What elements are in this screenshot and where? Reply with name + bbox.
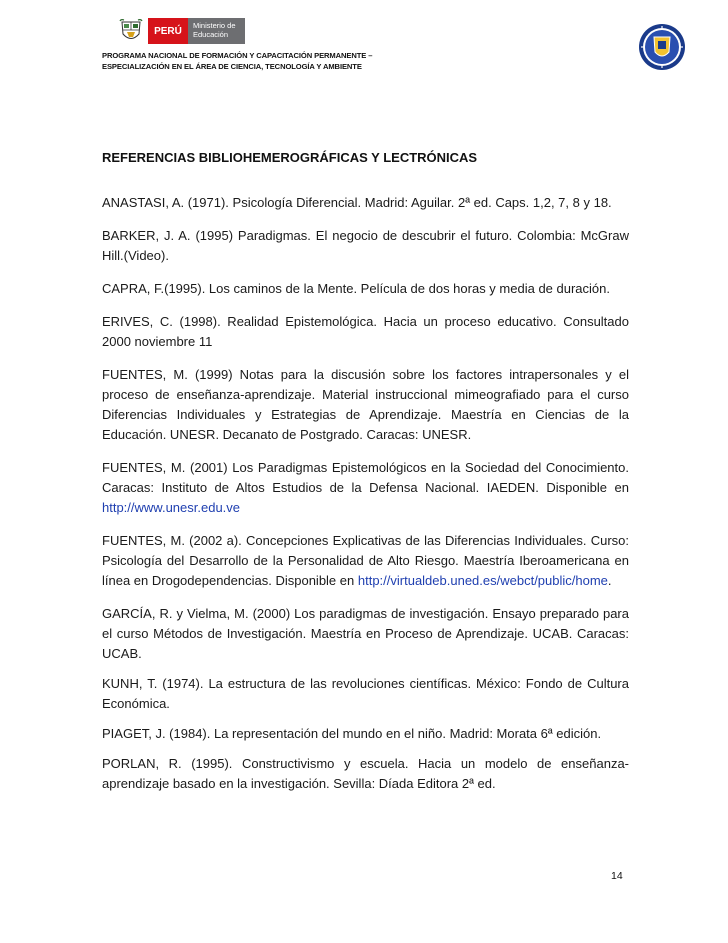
reference-item: [102, 365, 629, 445]
ministry-label-line1: Ministerio de: [193, 21, 236, 30]
reference-text: PORLAN, R. (1995). Constructivismo y escuela. Hacia un modelo de enseñanza-aprendizaje basado en la investigación. Sevilla: Díada Editora 2ª ed.: [102, 756, 629, 791]
reference-text: KUNH, T. (1974). La estructura de las revoluciones científicas. México: Fondo de Cultura Económica.: [102, 676, 629, 711]
ministry-label-line2: Educación: [193, 30, 229, 39]
reference-text: ERIVES, C. (1998). Realidad Epistemológica. Hacia un proceso educativo. Consultado 2000 noviembre 11: [102, 314, 629, 349]
reference-text: CAPRA, F.(1995). Los caminos de la Mente. Película de dos horas y media de duración.: [102, 281, 610, 296]
reference-text: PIAGET, J. (1984). La representación del mundo en el niño. Madrid: Morata 6ª edición.: [102, 726, 602, 741]
reference-text: FUENTES, M. (1999) Notas para la discusión sobre los factores intrapersonales y el proceso de enseñanza-aprendizaje. Material instruccional mimeografiado para el curso Diferencias Individuales y Estrategias de Aprendizaje. Maestría en Ciencias de la Educación. UNESR. Decanato de Postgrado. Caracas: UNESR.: [102, 367, 629, 442]
reference-item: [102, 604, 629, 664]
reference-text: FUENTES, M. (2002 a). Concepciones Explicativas de las Diferencias Individuales. Curso: Psicología del Desarrollo de la Personalidad de Alto Riesgo. Maestría Iberoamericana en línea en Drogodependencias. Disponible en: [102, 533, 629, 588]
reference-text: FUENTES, M. (2001) Los Paradigmas Epistemológicos en la Sociedad del Conocimiento. Caracas: Instituto de Altos Estudios de la Defensa Nacional. IAEDEN. Disponible en: [102, 460, 629, 495]
reference-item: [102, 531, 629, 591]
program-header: [102, 50, 372, 72]
reference-item: [102, 458, 629, 518]
reference-item: [102, 724, 629, 744]
peru-coat-of-arms-icon: [118, 17, 144, 45]
reference-suffix: .: [607, 573, 612, 588]
ministry-label: [188, 18, 245, 44]
page-number: 14: [611, 870, 623, 882]
program-header-line1: PROGRAMA NACIONAL DE FORMACIÓN Y CAPACITACIÓN PERMANENTE –: [102, 51, 373, 60]
reference-text: BARKER, J. A. (1995) Paradigmas. El negocio de descubrir el futuro. Colombia: McGraw Hill.(Video).: [102, 228, 629, 263]
program-header-line2: ESPECIALIZACIÓN EN EL ÁREA DE CIENCIA, TECNOLOGÍA Y AMBIENTE: [102, 62, 362, 71]
reference-text: ANASTASI, A. (1971). Psicología Diferencial. Madrid: Aguilar. 2ª ed. Caps. 1,2, 7, 8 y 18.: [102, 195, 612, 210]
reference-link[interactable]: http://virtualdeb.uned.es/webct/public/home: [357, 573, 608, 588]
reference-text: GARCÍA, R. y Vielma, M. (2000) Los paradigmas de investigación. Ensayo preparado para el curso Métodos de Investigación. Maestría en Proceso de Aprendizaje. UCAB. Caracas: UCAB.: [102, 606, 629, 661]
reference-link[interactable]: http://www.unesr.edu.ve: [102, 500, 241, 515]
reference-item: [102, 226, 629, 266]
reference-item: [102, 193, 629, 213]
peru-label: PERÚ: [148, 18, 188, 44]
reference-item: [102, 279, 629, 299]
peru-ministry-badge: [148, 18, 245, 44]
section-title: REFERENCIAS BIBLIOHEMEROGRÁFICAS Y LECTRÓNICAS: [102, 150, 478, 165]
university-seal-icon: [637, 22, 687, 72]
ministry-logo: [118, 16, 245, 46]
reference-item: [102, 312, 629, 352]
reference-item: [102, 754, 629, 794]
reference-item: [102, 674, 629, 714]
references-list: [102, 193, 629, 794]
